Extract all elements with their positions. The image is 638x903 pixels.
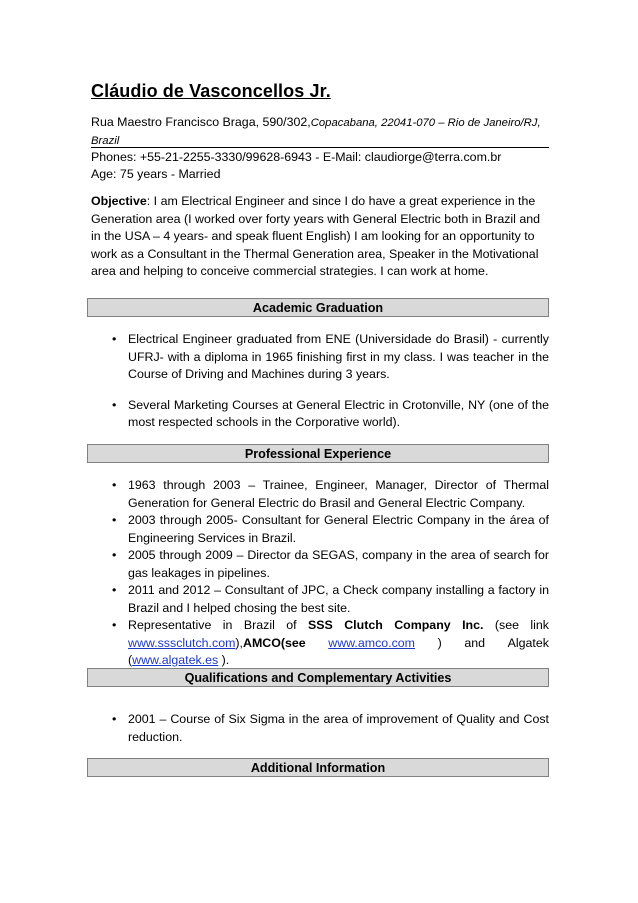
address	[91, 114, 549, 150]
professional-list	[91, 477, 549, 670]
phones-email: Phones: +55-21-2255-3330/99628-6943 - E-Mail: claudiorge@terra.com.br	[91, 150, 502, 164]
bullet: •	[112, 332, 117, 346]
bullet: •	[112, 397, 117, 412]
representative-line-1: Representative in Brazil of SSS Clutch Company Inc. (see link	[128, 618, 549, 632]
bullet: •	[112, 618, 117, 632]
bullet: •	[112, 478, 117, 492]
bullet: •	[112, 513, 117, 527]
candidate-name: Cláudio de Vasconcellos Jr.	[91, 81, 331, 101]
contact-info	[91, 149, 501, 183]
list-item: • 2001 – Course of Six Sigma in the area of improvement of Quality and Cost reduction.	[112, 712, 549, 744]
representative-line-2: www.sssclutch.com),AMCO(see www.amco.com ) and Algatek	[128, 635, 549, 653]
bullet: •	[112, 548, 117, 562]
address-street: Rua Maestro Francisco Braga, 590/302,	[91, 115, 311, 129]
bullet: •	[112, 712, 117, 726]
sssclutch-link[interactable]: www.sssclutch.com	[128, 635, 236, 650]
list-item: • 2003 through 2005- Consultant for General Electric Company in the área of Engineering Services in Brazil.	[112, 513, 549, 545]
objective-text: : I am Electrical Engineer and since I do have a great experience in the Generation area (I worked over forty years with General Electric both in Brazil and in the USA – 4 years- and speak fluent English) I am looking for an opportunity to work as a Consultant in the Thermal Generation area, Speaker in the Motivational area and helping to conceive commercial strategies. I can work at home.	[91, 194, 541, 278]
algatek-link[interactable]: www.algatek.es	[132, 653, 219, 667]
address-country: Brazil	[91, 135, 120, 147]
list-item: • 2005 through 2009 – Director da SEGAS, company in the area of search for gas leakages in pipelines.	[112, 548, 549, 580]
amco-link[interactable]: www.amco.com	[328, 635, 416, 650]
list-item: • Electrical Engineer graduated from ENE (Universidade do Brasil) - currently UFRJ- with a diploma in 1965 finishing first in my class. I was teacher in the Course of Driving and Machines during 3 years.	[112, 332, 549, 381]
age-status: Age: 75 years - Married	[91, 167, 221, 181]
objective-paragraph	[91, 193, 549, 281]
list-item: • 1963 through 2003 – Trainee, Engineer, Manager, Director of Thermal Generation for General Electric do Brasil and General Electric Company.	[112, 478, 549, 510]
address-divider	[91, 147, 549, 148]
section-header-professional: Professional Experience	[87, 444, 549, 463]
objective-label: Objective	[91, 194, 147, 208]
list-item: • 2011 and 2012 – Consultant of JPC, a Check company installing a factory in Brazil and I helped chosing the best site.	[112, 583, 549, 615]
list-item	[91, 617, 549, 670]
section-header-academic: Academic Graduation	[87, 298, 549, 317]
academic-list	[91, 331, 549, 432]
list-item: • Several Marketing Courses at General Electric in Crotonville, NY (one of the most respected schools in the Corporative world).	[112, 397, 549, 429]
bullet: •	[112, 583, 117, 597]
address-city: Copacabana, 22041-070 – Rio de Janeiro/RJ,	[310, 117, 541, 129]
representative-line-3: (www.algatek.es ).	[128, 653, 230, 667]
section-header-additional: Additional Information	[87, 758, 549, 777]
section-header-qualifications: Qualifications and Complementary Activities	[87, 668, 549, 687]
qualifications-list	[91, 711, 549, 746]
